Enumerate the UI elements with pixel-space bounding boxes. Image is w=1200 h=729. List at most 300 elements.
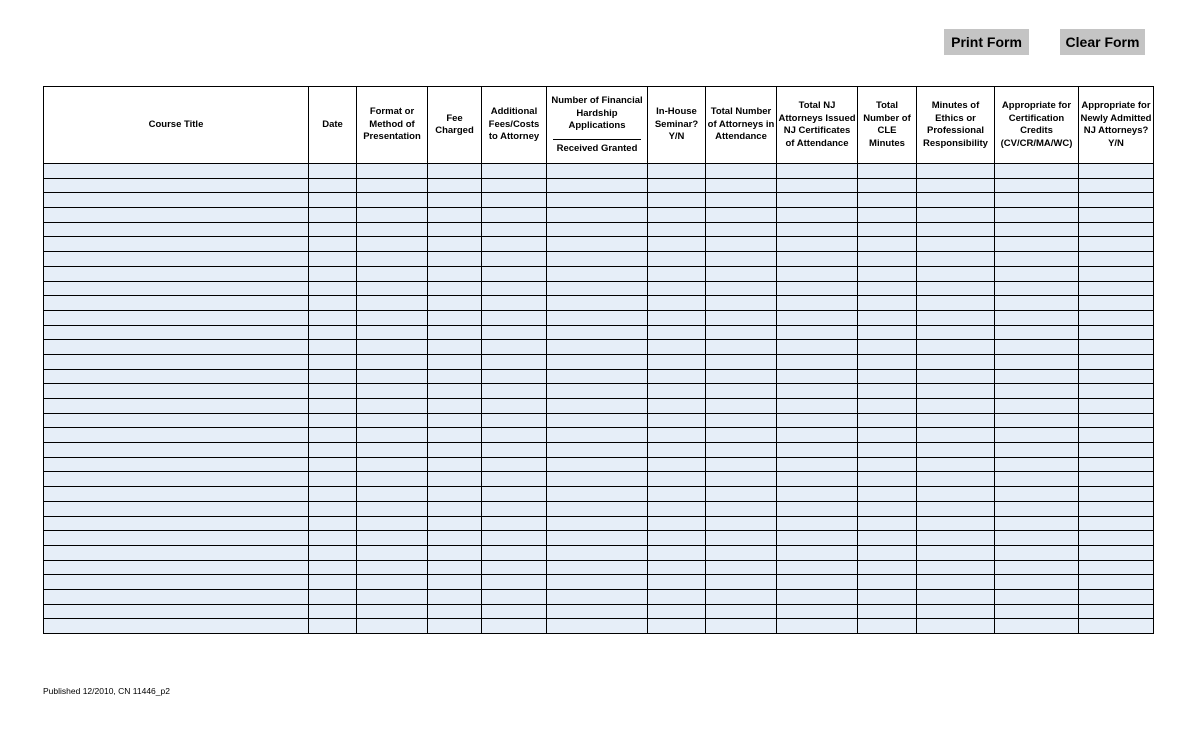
field-cle-minutes[interactable] — [858, 457, 917, 472]
field-certification-credits[interactable] — [995, 457, 1079, 472]
field-newly-admitted[interactable] — [1079, 266, 1154, 281]
field-certificates-issued[interactable] — [777, 384, 858, 399]
field-course-title[interactable] — [44, 281, 309, 296]
field-certificates-issued[interactable] — [777, 266, 858, 281]
field-ethics-minutes[interactable] — [917, 589, 995, 604]
field-course-title[interactable] — [44, 560, 309, 575]
field-certification-credits[interactable] — [995, 369, 1079, 384]
field-date[interactable] — [309, 443, 357, 458]
field-certificates-issued[interactable] — [777, 413, 858, 428]
field-date[interactable] — [309, 208, 357, 223]
field-financial-hardship[interactable] — [547, 501, 648, 516]
field-newly-admitted[interactable] — [1079, 516, 1154, 531]
field-format[interactable] — [357, 164, 428, 179]
field-ethics-minutes[interactable] — [917, 208, 995, 223]
field-certification-credits[interactable] — [995, 164, 1079, 179]
field-additional-fees[interactable] — [482, 369, 547, 384]
field-in-house[interactable] — [648, 604, 706, 619]
field-ethics-minutes[interactable] — [917, 193, 995, 208]
field-course-title[interactable] — [44, 619, 309, 634]
field-format[interactable] — [357, 237, 428, 252]
field-certification-credits[interactable] — [995, 501, 1079, 516]
field-ethics-minutes[interactable] — [917, 266, 995, 281]
field-cle-minutes[interactable] — [858, 252, 917, 267]
field-ethics-minutes[interactable] — [917, 457, 995, 472]
field-cle-minutes[interactable] — [858, 545, 917, 560]
field-ethics-minutes[interactable] — [917, 325, 995, 340]
field-total-attendance[interactable] — [706, 501, 777, 516]
field-format[interactable] — [357, 178, 428, 193]
field-in-house[interactable] — [648, 384, 706, 399]
field-financial-hardship[interactable] — [547, 252, 648, 267]
field-financial-hardship[interactable] — [547, 266, 648, 281]
field-total-attendance[interactable] — [706, 399, 777, 414]
field-ethics-minutes[interactable] — [917, 516, 995, 531]
field-cle-minutes[interactable] — [858, 604, 917, 619]
field-financial-hardship[interactable] — [547, 399, 648, 414]
field-certification-credits[interactable] — [995, 237, 1079, 252]
field-format[interactable] — [357, 281, 428, 296]
field-course-title[interactable] — [44, 354, 309, 369]
field-fee-charged[interactable] — [428, 296, 482, 311]
field-financial-hardship[interactable] — [547, 413, 648, 428]
field-cle-minutes[interactable] — [858, 560, 917, 575]
field-certificates-issued[interactable] — [777, 575, 858, 590]
field-date[interactable] — [309, 340, 357, 355]
field-in-house[interactable] — [648, 619, 706, 634]
field-certification-credits[interactable] — [995, 531, 1079, 546]
field-course-title[interactable] — [44, 296, 309, 311]
field-date[interactable] — [309, 399, 357, 414]
field-date[interactable] — [309, 604, 357, 619]
field-format[interactable] — [357, 369, 428, 384]
field-ethics-minutes[interactable] — [917, 487, 995, 502]
field-in-house[interactable] — [648, 575, 706, 590]
field-format[interactable] — [357, 487, 428, 502]
field-newly-admitted[interactable] — [1079, 472, 1154, 487]
field-cle-minutes[interactable] — [858, 443, 917, 458]
field-fee-charged[interactable] — [428, 340, 482, 355]
field-cle-minutes[interactable] — [858, 369, 917, 384]
field-date[interactable] — [309, 413, 357, 428]
field-total-attendance[interactable] — [706, 560, 777, 575]
field-certificates-issued[interactable] — [777, 487, 858, 502]
field-total-attendance[interactable] — [706, 457, 777, 472]
field-cle-minutes[interactable] — [858, 266, 917, 281]
field-in-house[interactable] — [648, 340, 706, 355]
field-ethics-minutes[interactable] — [917, 472, 995, 487]
field-newly-admitted[interactable] — [1079, 281, 1154, 296]
field-fee-charged[interactable] — [428, 487, 482, 502]
field-course-title[interactable] — [44, 340, 309, 355]
field-cle-minutes[interactable] — [858, 501, 917, 516]
field-in-house[interactable] — [648, 501, 706, 516]
field-certification-credits[interactable] — [995, 222, 1079, 237]
field-ethics-minutes[interactable] — [917, 604, 995, 619]
field-in-house[interactable] — [648, 589, 706, 604]
field-date[interactable] — [309, 266, 357, 281]
field-fee-charged[interactable] — [428, 281, 482, 296]
field-ethics-minutes[interactable] — [917, 222, 995, 237]
field-ethics-minutes[interactable] — [917, 369, 995, 384]
field-total-attendance[interactable] — [706, 208, 777, 223]
field-additional-fees[interactable] — [482, 501, 547, 516]
field-fee-charged[interactable] — [428, 369, 482, 384]
field-course-title[interactable] — [44, 252, 309, 267]
field-date[interactable] — [309, 222, 357, 237]
field-course-title[interactable] — [44, 604, 309, 619]
field-format[interactable] — [357, 443, 428, 458]
field-total-attendance[interactable] — [706, 252, 777, 267]
field-fee-charged[interactable] — [428, 560, 482, 575]
field-additional-fees[interactable] — [482, 531, 547, 546]
field-date[interactable] — [309, 164, 357, 179]
field-total-attendance[interactable] — [706, 575, 777, 590]
field-fee-charged[interactable] — [428, 501, 482, 516]
field-in-house[interactable] — [648, 487, 706, 502]
field-format[interactable] — [357, 413, 428, 428]
field-in-house[interactable] — [648, 281, 706, 296]
field-total-attendance[interactable] — [706, 164, 777, 179]
field-total-attendance[interactable] — [706, 354, 777, 369]
field-newly-admitted[interactable] — [1079, 531, 1154, 546]
field-format[interactable] — [357, 589, 428, 604]
field-ethics-minutes[interactable] — [917, 384, 995, 399]
field-in-house[interactable] — [648, 369, 706, 384]
field-course-title[interactable] — [44, 516, 309, 531]
field-cle-minutes[interactable] — [858, 575, 917, 590]
field-fee-charged[interactable] — [428, 193, 482, 208]
field-format[interactable] — [357, 501, 428, 516]
field-date[interactable] — [309, 545, 357, 560]
field-cle-minutes[interactable] — [858, 281, 917, 296]
field-course-title[interactable] — [44, 575, 309, 590]
field-fee-charged[interactable] — [428, 531, 482, 546]
field-certification-credits[interactable] — [995, 281, 1079, 296]
field-certificates-issued[interactable] — [777, 501, 858, 516]
field-financial-hardship[interactable] — [547, 354, 648, 369]
field-certification-credits[interactable] — [995, 399, 1079, 414]
field-fee-charged[interactable] — [428, 457, 482, 472]
field-fee-charged[interactable] — [428, 545, 482, 560]
field-date[interactable] — [309, 428, 357, 443]
field-additional-fees[interactable] — [482, 222, 547, 237]
field-additional-fees[interactable] — [482, 296, 547, 311]
field-certification-credits[interactable] — [995, 472, 1079, 487]
field-certification-credits[interactable] — [995, 428, 1079, 443]
field-certificates-issued[interactable] — [777, 340, 858, 355]
field-in-house[interactable] — [648, 178, 706, 193]
field-ethics-minutes[interactable] — [917, 178, 995, 193]
field-newly-admitted[interactable] — [1079, 604, 1154, 619]
field-in-house[interactable] — [648, 325, 706, 340]
field-financial-hardship[interactable] — [547, 619, 648, 634]
field-newly-admitted[interactable] — [1079, 575, 1154, 590]
field-course-title[interactable] — [44, 178, 309, 193]
field-financial-hardship[interactable] — [547, 325, 648, 340]
field-certification-credits[interactable] — [995, 619, 1079, 634]
field-total-attendance[interactable] — [706, 193, 777, 208]
field-format[interactable] — [357, 457, 428, 472]
field-format[interactable] — [357, 193, 428, 208]
field-newly-admitted[interactable] — [1079, 413, 1154, 428]
field-newly-admitted[interactable] — [1079, 443, 1154, 458]
field-course-title[interactable] — [44, 266, 309, 281]
field-total-attendance[interactable] — [706, 222, 777, 237]
field-additional-fees[interactable] — [482, 428, 547, 443]
field-fee-charged[interactable] — [428, 399, 482, 414]
field-cle-minutes[interactable] — [858, 531, 917, 546]
field-fee-charged[interactable] — [428, 443, 482, 458]
field-date[interactable] — [309, 384, 357, 399]
field-certificates-issued[interactable] — [777, 208, 858, 223]
field-newly-admitted[interactable] — [1079, 560, 1154, 575]
field-in-house[interactable] — [648, 208, 706, 223]
field-newly-admitted[interactable] — [1079, 208, 1154, 223]
field-newly-admitted[interactable] — [1079, 237, 1154, 252]
field-ethics-minutes[interactable] — [917, 281, 995, 296]
field-cle-minutes[interactable] — [858, 310, 917, 325]
field-certificates-issued[interactable] — [777, 516, 858, 531]
field-fee-charged[interactable] — [428, 222, 482, 237]
field-ethics-minutes[interactable] — [917, 501, 995, 516]
field-certification-credits[interactable] — [995, 575, 1079, 590]
field-in-house[interactable] — [648, 560, 706, 575]
print-form-button[interactable]: Print Form — [944, 29, 1029, 55]
field-in-house[interactable] — [648, 413, 706, 428]
field-additional-fees[interactable] — [482, 340, 547, 355]
field-additional-fees[interactable] — [482, 472, 547, 487]
field-additional-fees[interactable] — [482, 443, 547, 458]
field-in-house[interactable] — [648, 222, 706, 237]
field-financial-hardship[interactable] — [547, 472, 648, 487]
field-ethics-minutes[interactable] — [917, 413, 995, 428]
field-financial-hardship[interactable] — [547, 575, 648, 590]
field-fee-charged[interactable] — [428, 208, 482, 223]
field-certification-credits[interactable] — [995, 252, 1079, 267]
field-format[interactable] — [357, 531, 428, 546]
field-total-attendance[interactable] — [706, 296, 777, 311]
field-total-attendance[interactable] — [706, 266, 777, 281]
field-date[interactable] — [309, 516, 357, 531]
field-ethics-minutes[interactable] — [917, 545, 995, 560]
field-ethics-minutes[interactable] — [917, 575, 995, 590]
field-certification-credits[interactable] — [995, 354, 1079, 369]
field-cle-minutes[interactable] — [858, 413, 917, 428]
field-in-house[interactable] — [648, 193, 706, 208]
field-ethics-minutes[interactable] — [917, 399, 995, 414]
field-course-title[interactable] — [44, 237, 309, 252]
field-course-title[interactable] — [44, 472, 309, 487]
field-date[interactable] — [309, 575, 357, 590]
field-additional-fees[interactable] — [482, 266, 547, 281]
field-date[interactable] — [309, 369, 357, 384]
field-newly-admitted[interactable] — [1079, 384, 1154, 399]
field-total-attendance[interactable] — [706, 531, 777, 546]
field-certificates-issued[interactable] — [777, 472, 858, 487]
field-cle-minutes[interactable] — [858, 237, 917, 252]
field-fee-charged[interactable] — [428, 325, 482, 340]
field-date[interactable] — [309, 472, 357, 487]
field-additional-fees[interactable] — [482, 325, 547, 340]
field-total-attendance[interactable] — [706, 310, 777, 325]
field-total-attendance[interactable] — [706, 516, 777, 531]
field-course-title[interactable] — [44, 413, 309, 428]
field-course-title[interactable] — [44, 501, 309, 516]
field-date[interactable] — [309, 237, 357, 252]
field-ethics-minutes[interactable] — [917, 340, 995, 355]
field-date[interactable] — [309, 354, 357, 369]
field-fee-charged[interactable] — [428, 178, 482, 193]
field-format[interactable] — [357, 266, 428, 281]
field-cle-minutes[interactable] — [858, 164, 917, 179]
field-ethics-minutes[interactable] — [917, 310, 995, 325]
field-fee-charged[interactable] — [428, 384, 482, 399]
field-additional-fees[interactable] — [482, 457, 547, 472]
field-newly-admitted[interactable] — [1079, 164, 1154, 179]
field-course-title[interactable] — [44, 384, 309, 399]
field-course-title[interactable] — [44, 310, 309, 325]
field-financial-hardship[interactable] — [547, 457, 648, 472]
field-ethics-minutes[interactable] — [917, 252, 995, 267]
field-in-house[interactable] — [648, 296, 706, 311]
field-date[interactable] — [309, 531, 357, 546]
field-certificates-issued[interactable] — [777, 178, 858, 193]
clear-form-button[interactable]: Clear Form — [1060, 29, 1145, 55]
field-cle-minutes[interactable] — [858, 399, 917, 414]
field-cle-minutes[interactable] — [858, 619, 917, 634]
field-additional-fees[interactable] — [482, 589, 547, 604]
field-additional-fees[interactable] — [482, 619, 547, 634]
field-fee-charged[interactable] — [428, 310, 482, 325]
field-date[interactable] — [309, 619, 357, 634]
field-financial-hardship[interactable] — [547, 443, 648, 458]
field-ethics-minutes[interactable] — [917, 164, 995, 179]
field-certificates-issued[interactable] — [777, 399, 858, 414]
field-fee-charged[interactable] — [428, 354, 482, 369]
field-additional-fees[interactable] — [482, 413, 547, 428]
field-certification-credits[interactable] — [995, 178, 1079, 193]
field-total-attendance[interactable] — [706, 443, 777, 458]
field-certificates-issued[interactable] — [777, 310, 858, 325]
field-fee-charged[interactable] — [428, 266, 482, 281]
field-cle-minutes[interactable] — [858, 589, 917, 604]
field-course-title[interactable] — [44, 545, 309, 560]
field-cle-minutes[interactable] — [858, 325, 917, 340]
field-certification-credits[interactable] — [995, 340, 1079, 355]
field-certificates-issued[interactable] — [777, 222, 858, 237]
field-financial-hardship[interactable] — [547, 193, 648, 208]
field-course-title[interactable] — [44, 487, 309, 502]
field-cle-minutes[interactable] — [858, 340, 917, 355]
field-newly-admitted[interactable] — [1079, 369, 1154, 384]
field-format[interactable] — [357, 384, 428, 399]
field-certification-credits[interactable] — [995, 589, 1079, 604]
field-in-house[interactable] — [648, 545, 706, 560]
field-course-title[interactable] — [44, 457, 309, 472]
field-date[interactable] — [309, 325, 357, 340]
field-certificates-issued[interactable] — [777, 193, 858, 208]
field-in-house[interactable] — [648, 399, 706, 414]
field-format[interactable] — [357, 619, 428, 634]
field-total-attendance[interactable] — [706, 604, 777, 619]
field-certification-credits[interactable] — [995, 193, 1079, 208]
field-fee-charged[interactable] — [428, 575, 482, 590]
field-format[interactable] — [357, 340, 428, 355]
field-course-title[interactable] — [44, 531, 309, 546]
field-financial-hardship[interactable] — [547, 310, 648, 325]
field-newly-admitted[interactable] — [1079, 325, 1154, 340]
field-total-attendance[interactable] — [706, 589, 777, 604]
field-format[interactable] — [357, 222, 428, 237]
field-financial-hardship[interactable] — [547, 531, 648, 546]
field-fee-charged[interactable] — [428, 428, 482, 443]
field-cle-minutes[interactable] — [858, 428, 917, 443]
field-format[interactable] — [357, 560, 428, 575]
field-in-house[interactable] — [648, 472, 706, 487]
field-fee-charged[interactable] — [428, 619, 482, 634]
field-format[interactable] — [357, 296, 428, 311]
field-format[interactable] — [357, 428, 428, 443]
field-total-attendance[interactable] — [706, 472, 777, 487]
field-certificates-issued[interactable] — [777, 589, 858, 604]
field-in-house[interactable] — [648, 354, 706, 369]
field-newly-admitted[interactable] — [1079, 193, 1154, 208]
field-ethics-minutes[interactable] — [917, 296, 995, 311]
field-course-title[interactable] — [44, 164, 309, 179]
field-course-title[interactable] — [44, 208, 309, 223]
field-certification-credits[interactable] — [995, 325, 1079, 340]
field-certification-credits[interactable] — [995, 413, 1079, 428]
field-course-title[interactable] — [44, 325, 309, 340]
field-financial-hardship[interactable] — [547, 369, 648, 384]
field-additional-fees[interactable] — [482, 193, 547, 208]
field-financial-hardship[interactable] — [547, 208, 648, 223]
field-course-title[interactable] — [44, 589, 309, 604]
field-certification-credits[interactable] — [995, 604, 1079, 619]
field-fee-charged[interactable] — [428, 589, 482, 604]
field-in-house[interactable] — [648, 237, 706, 252]
field-additional-fees[interactable] — [482, 560, 547, 575]
field-total-attendance[interactable] — [706, 619, 777, 634]
field-newly-admitted[interactable] — [1079, 619, 1154, 634]
field-certificates-issued[interactable] — [777, 325, 858, 340]
field-financial-hardship[interactable] — [547, 428, 648, 443]
field-format[interactable] — [357, 472, 428, 487]
field-additional-fees[interactable] — [482, 545, 547, 560]
field-fee-charged[interactable] — [428, 164, 482, 179]
field-additional-fees[interactable] — [482, 252, 547, 267]
field-financial-hardship[interactable] — [547, 281, 648, 296]
field-total-attendance[interactable] — [706, 428, 777, 443]
field-total-attendance[interactable] — [706, 281, 777, 296]
field-additional-fees[interactable] — [482, 575, 547, 590]
field-cle-minutes[interactable] — [858, 193, 917, 208]
field-format[interactable] — [357, 354, 428, 369]
field-cle-minutes[interactable] — [858, 354, 917, 369]
field-in-house[interactable] — [648, 531, 706, 546]
field-format[interactable] — [357, 516, 428, 531]
field-financial-hardship[interactable] — [547, 384, 648, 399]
field-date[interactable] — [309, 281, 357, 296]
field-certificates-issued[interactable] — [777, 428, 858, 443]
field-additional-fees[interactable] — [482, 399, 547, 414]
field-certification-credits[interactable] — [995, 208, 1079, 223]
field-certificates-issued[interactable] — [777, 281, 858, 296]
field-additional-fees[interactable] — [482, 354, 547, 369]
field-financial-hardship[interactable] — [547, 222, 648, 237]
field-date[interactable] — [309, 560, 357, 575]
